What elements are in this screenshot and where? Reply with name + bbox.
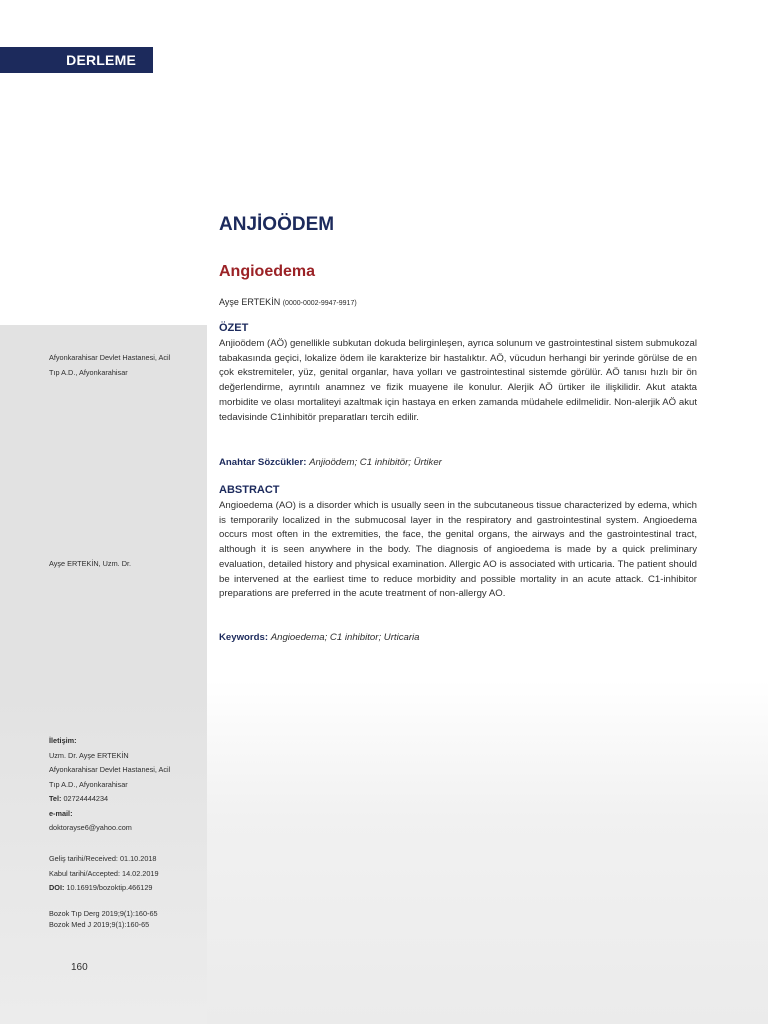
abstract-keywords [219, 632, 697, 643]
email-value[interactable]: doktorayse6@yahoo.com [49, 823, 132, 832]
section-label: DERLEME [66, 52, 136, 68]
doi-value[interactable]: 10.16919/bozoktip.466129 [66, 883, 153, 892]
sidebar-dates [49, 852, 199, 896]
citation-en: Bozok Med J 2019;9(1):160-65 [49, 919, 150, 929]
citation-tr: Bozok Tıp Derg 2019;9(1):160-65 [49, 909, 158, 918]
abstract-text: Angioedema (AO) is a disorder which is usually seen in the subcutaneous tissue characterized by edema, which is temporarily localized in the submucosal layer in the respiratory and gastrointestinal system. Angioedema occurs most often in the extremities, the face, the genital organs, the airways and the gastrointestinal tract, although it is seen anywhere in the body. The diagnosis of angioedema is made by a quick preliminary evaluation, detailed history and physical examination. Allergic AO is associated with urticaria. The patient should be intervened at the earliest time to reduce morbidity and possible mortality in an acute attack. C1-inhibitor preparations are preferred in the acute treatment of non-allergy AO. [219, 500, 697, 600]
affiliation-line: Tıp A.D., Afyonkarahisar [49, 367, 128, 377]
sidebar-affiliation [49, 351, 199, 380]
sidebar-citation [49, 909, 199, 930]
tel-value: 02724444234 [63, 794, 109, 803]
doi-label: DOI: [49, 883, 65, 892]
tel-label: Tel: [49, 794, 62, 803]
article-title-en: Angioedema [219, 263, 316, 280]
ozet-keywords-values: Anjioödem; C1 inhibitör; Ürtiker [309, 457, 442, 468]
contact-address-line: Tıp A.D., Afyonkarahisar [49, 779, 128, 789]
page-number: 160 [71, 962, 88, 973]
contact-label: İletişim: [49, 736, 77, 745]
author-title: Ayşe ERTEKİN, Uzm. Dr. [49, 559, 132, 568]
ozet-heading: ÖZET [219, 322, 249, 334]
contact-tel [49, 792, 199, 807]
contact-address-line: Afyonkarahisar Devlet Hastanesi, Acil [49, 765, 171, 774]
abstract-keywords-values: Angioedema; C1 inhibitor; Urticaria [270, 632, 420, 643]
sidebar-author-title [49, 557, 199, 572]
sidebar-contact [49, 734, 199, 836]
ozet-text: Anjioödem (AÖ) genellikle subkutan dokuda belirginleşen, ayrıca solunum ve gastrointestinal sistem submukozal tabakasında geçici, lokalize ödem ile karakterize bir hastalıktır. AÖ, vücudun herhangi bir yerinde görülse de en çok ekstremiteler, yüz, genital organlar, hava yolları ve gastrointestinal sistemde görülür. AÖ tanısı hızlı bir ön değerlendirme, ayrıntılı anamnez ve fizik muayene ile konulur. Alerjik AÖ ürtiker ile ilişkilidir. Akut atakta morbidite ve olası mortaliteyi azaltmak için hastaya en erken zamanda müdahele edilmelidir. Non-alerjik AÖ akut tedavisinde C1inhibitör preparatları tercih edilir. [219, 338, 697, 423]
accepted-date: Kabul tarihi/Accepted: 14.02.2019 [49, 868, 159, 878]
abstract-heading: ABSTRACT [219, 484, 280, 496]
bottom-shade [207, 680, 768, 1024]
abstract-keywords-label: Keywords: [219, 632, 269, 643]
article-title-tr: ANJİOÖDEM [219, 214, 335, 235]
author-orcid: (0000-0002-9947-9917) [282, 300, 357, 307]
received-date: Geliş tarihi/Received: 01.10.2018 [49, 854, 157, 863]
contact-name: Uzm. Dr. Ayşe ERTEKİN [49, 750, 129, 760]
ozet-keywords [219, 457, 697, 468]
author-line [219, 297, 357, 307]
email-label: e-mail: [49, 808, 73, 818]
doi-line [49, 881, 199, 896]
section-banner [0, 47, 153, 73]
author-name: Ayşe ERTEKİN [219, 297, 281, 307]
affiliation-line: Afyonkarahisar Devlet Hastanesi, Acil [49, 353, 171, 362]
ozet-keywords-label: Anahtar Sözcükler: [219, 457, 307, 468]
